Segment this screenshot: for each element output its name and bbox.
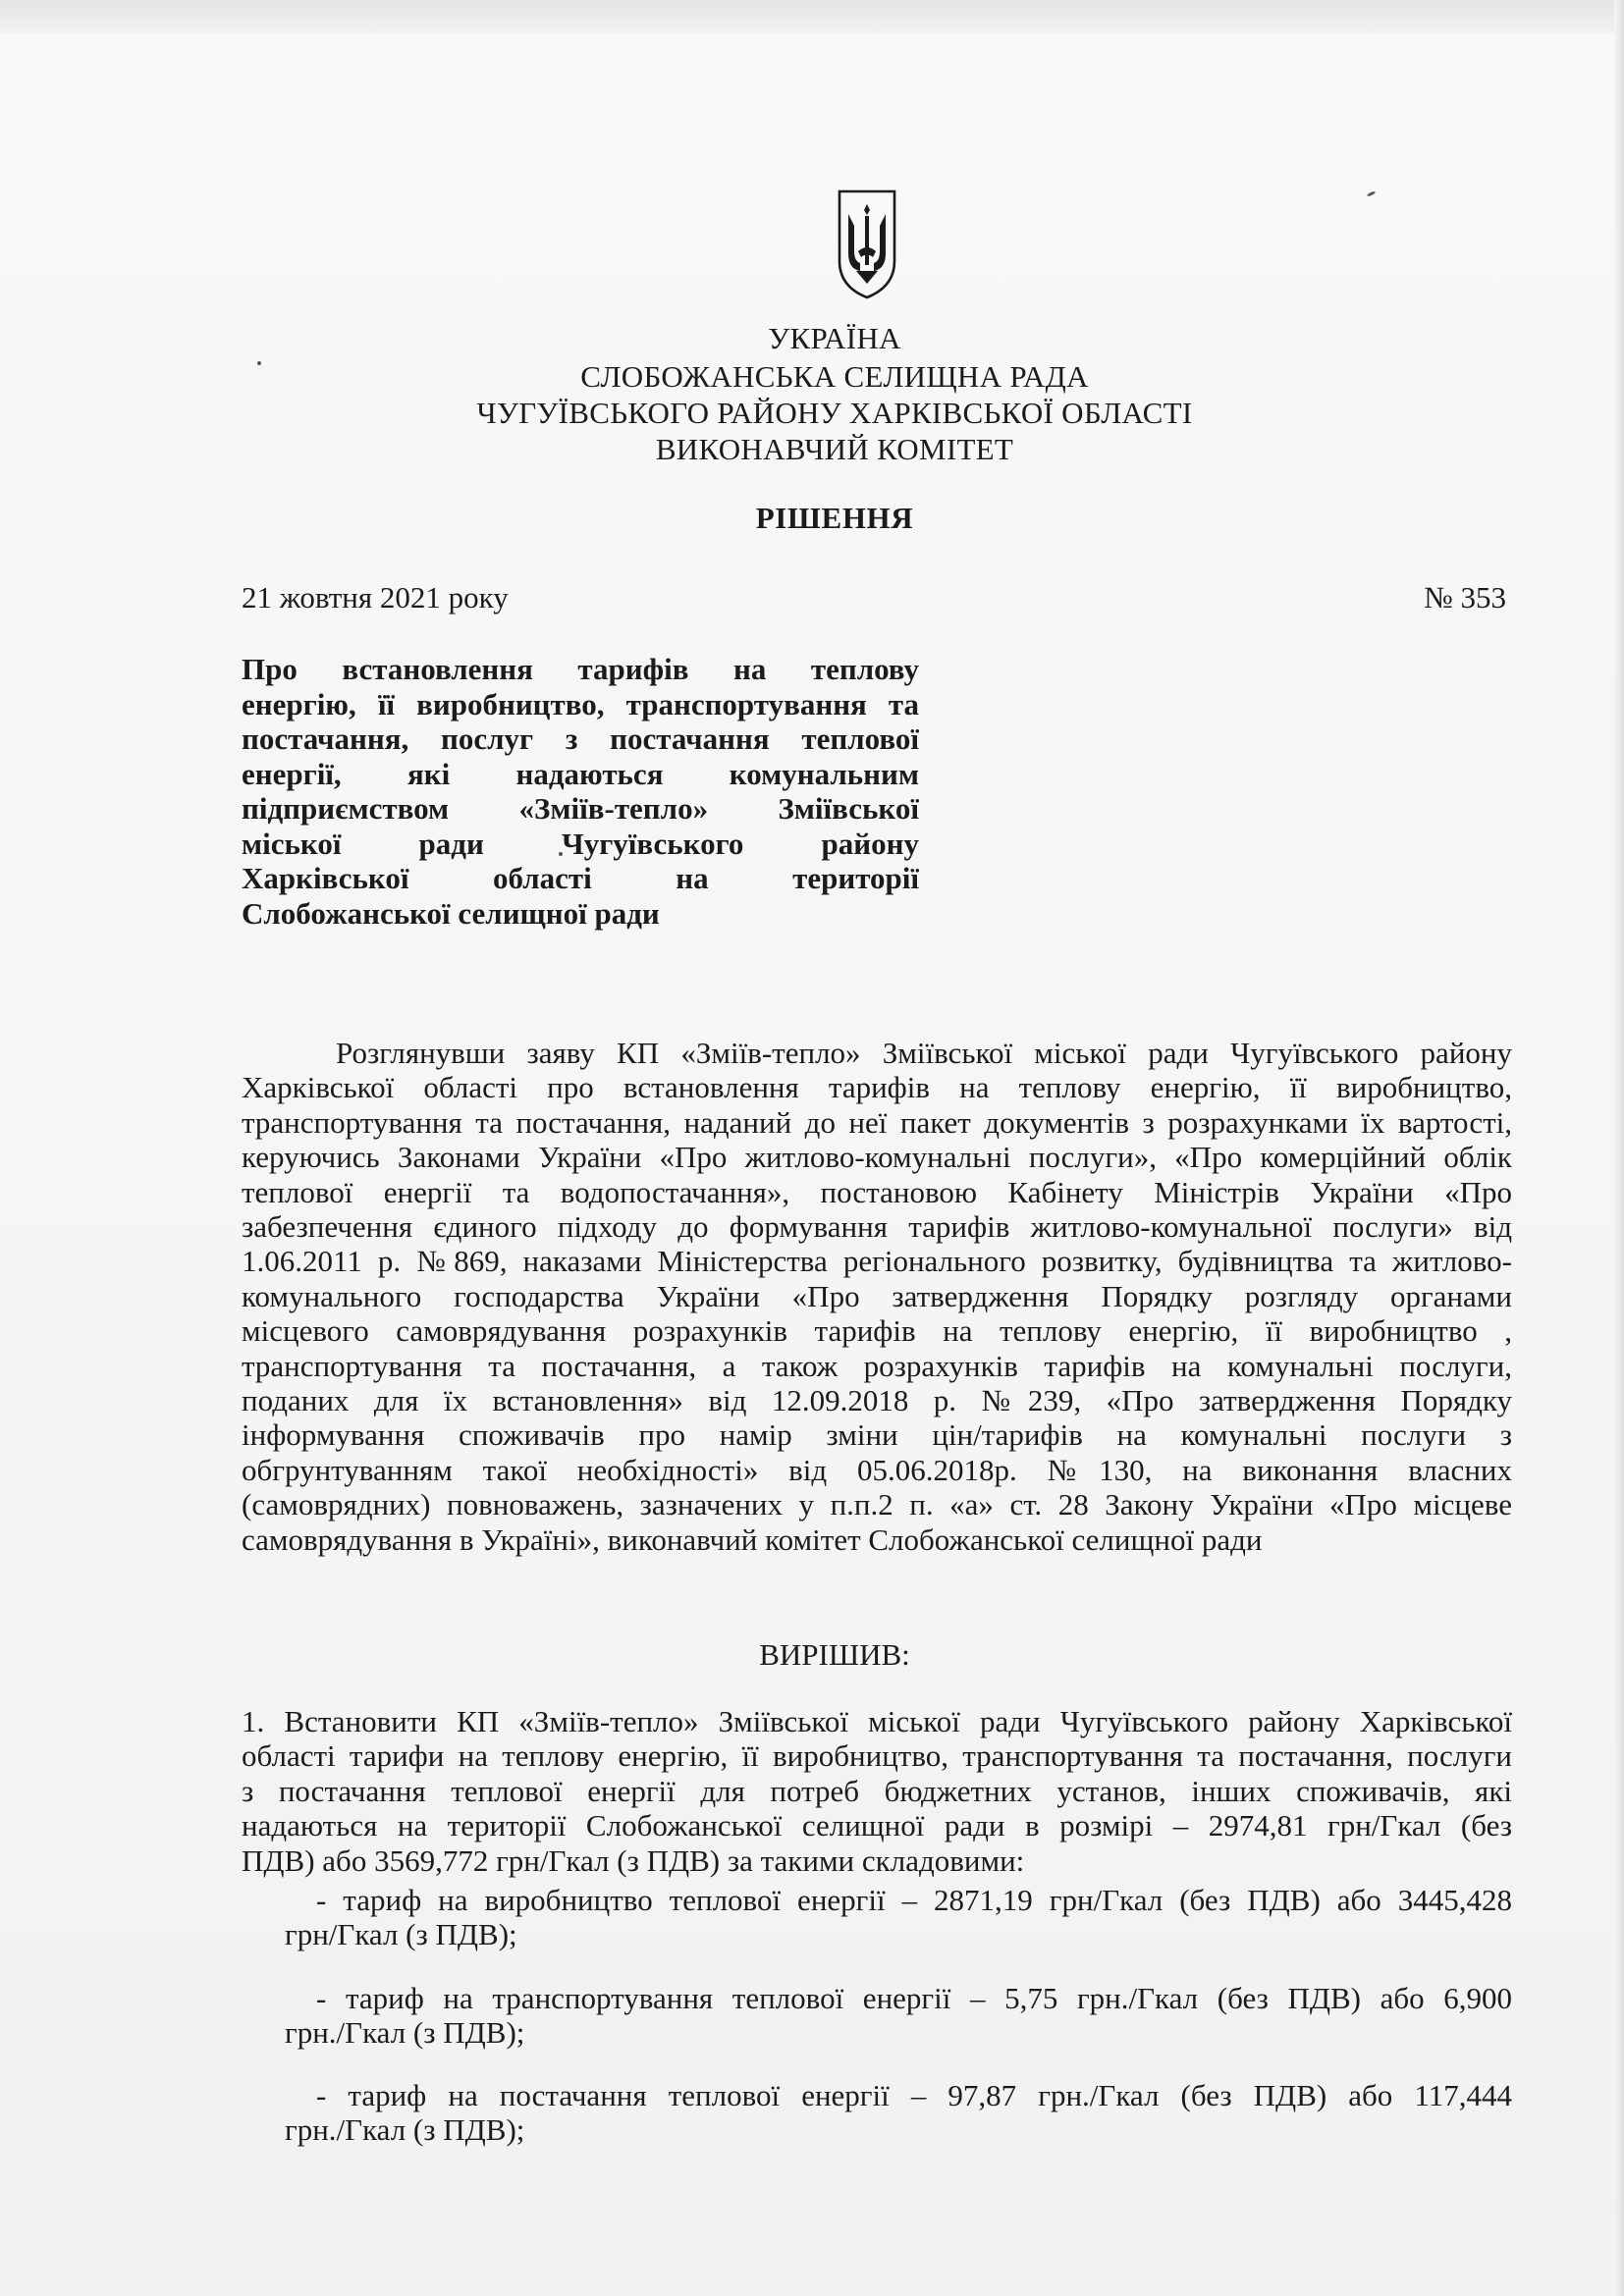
tariff-line: грн./Гкал (з ПДВ); (285, 2015, 525, 2051)
item-line: з постачання теплової енергії для потреб бюджетних установ, інших споживачів, які (242, 1773, 1512, 1808)
subject-line: Харківської області на території (242, 861, 919, 895)
preamble-line: обгрунтуванням такої необхідності» від 05.06.2018р. №130, на виконання власних (242, 1452, 1512, 1487)
tariff-supply-item (285, 2078, 1512, 2148)
header-council: СЛОБОЖАНСЬКА СЕЛИЩНА РАДА (580, 359, 1089, 394)
scan-speck (257, 361, 261, 365)
preamble-line: теплової енергії та водопостачання», постановою Кабінету Міністрів України «Про (242, 1174, 1512, 1209)
preamble-line: керуючись Законами України «Про житлово-комунальні послуги», «Про комерційний облік (242, 1140, 1512, 1175)
subject-line: Про встановлення тарифів на теплову (242, 652, 919, 686)
item-line: області тарифи на теплову енергію, її виробництво, транспортування та постачання, послуги (242, 1738, 1512, 1774)
preamble-line: Розглянувши заяву КП «Зміїв-тепло» Зміївської міської ради Чугуївського району (336, 1036, 1512, 1070)
preamble-line: 1.06.2011 р. №869, наказами Міністерства регіонального розвитку, будівництва та житлово- (242, 1244, 1512, 1279)
scan-speck (1367, 190, 1376, 197)
item-line: надаються на території Слобожанської селищної ради в розмірі – 2974,81 грн/Гкал (без (242, 1808, 1512, 1843)
tariff-line: грн./Гкал (з ПДВ); (285, 2112, 525, 2148)
tariff-line: - тариф на постачання теплової енергії – 97,87 грн./Гкал (без ПДВ) або 117,444 (316, 2078, 1512, 2112)
document-number: № 353 (1424, 580, 1506, 614)
preamble-line: самоврядування в Україні», виконавчий комітет Слобожанської селищної ради (242, 1522, 1263, 1557)
preamble-line: місцевого самоврядування розрахунків тарифів на теплову енергію, її виробництво , (242, 1313, 1512, 1349)
coat-of-arms-trident-icon (837, 188, 897, 300)
preamble-line: поданих для їх встановлення» від 12.09.2018 р. №239, «Про затвердження Порядку (242, 1383, 1512, 1418)
page-fold-right (1614, 0, 1624, 2296)
resolved-heading: ВИРІШИВ: (759, 1637, 910, 1672)
subject-line: енергії, які надаються комунальним (242, 756, 919, 791)
tariff-line: - тариф на виробництво теплової енергії – 2871,19 грн/Гкал (без ПДВ) або 3445,428 (316, 1883, 1512, 1917)
item-line: ПДВ) або 3569,772 грн/Гкал (з ПДВ) за такими складовими: (242, 1842, 1025, 1878)
resolution-item-1 (242, 1704, 1512, 1878)
page-fold-top (0, 0, 1624, 33)
preamble-line: забезпечення єдиного підходу до формування тарифів житлово-комунальної послуги» від (242, 1209, 1512, 1245)
decision-subject (242, 652, 919, 931)
subject-line: постачання, послуг з постачання теплової (242, 721, 919, 756)
document-date: 21 жовтня 2021 року (242, 580, 509, 614)
subject-line: міської ради Чугуївського району (242, 826, 919, 861)
header-district: ЧУГУЇВСЬКОГО РАЙОНУ ХАРКІВСЬКОЇ ОБЛАСТІ (476, 396, 1193, 430)
tariff-line: - тариф на транспортування теплової енергії – 5,75 грн./Гкал (без ПДВ) або 6,900 (316, 1981, 1512, 2015)
preamble-paragraph (242, 1036, 1512, 1557)
tariff-line: грн/Гкал (з ПДВ); (285, 1917, 517, 1952)
document-type-title: РІШЕННЯ (755, 501, 914, 535)
item-line: 1. Встановити КП «Зміїв-тепло» Зміївської міської ради Чугуївського району Харківської (242, 1704, 1512, 1738)
tariff-production-item (285, 1883, 1512, 1952)
preamble-line: транспортування та постачання, а також розрахунків тарифів на комунальні послуги, (242, 1348, 1512, 1383)
subject-line: Слобожанської селищної ради (242, 895, 660, 931)
preamble-line: Харківської області про встановлення тарифів на теплову енергію, її виробництво, (242, 1070, 1512, 1105)
header-committee: ВИКОНАВЧИЙ КОМІТЕТ (655, 432, 1014, 466)
preamble-line: (самоврядних) повноважень, зазначених у п.п.2 п. «а» ст. 28 Закону України «Про місцеве (242, 1487, 1512, 1522)
preamble-line: інформування споживачів про намір зміни цін/тарифів на комунальні послуги з (242, 1417, 1512, 1453)
subject-line: енергію, її виробництво, транспортування та (242, 686, 919, 721)
preamble-line: транспортування та постачання, наданий до неї пакет документів з розрахунками їх вартості, (242, 1104, 1512, 1140)
preamble-line: комунального господарства України «Про затвердження Порядку розгляду органами (242, 1278, 1512, 1313)
header-country: УКРАЇНА (768, 321, 901, 355)
subject-line: підприємством «Зміїв-тепло» Зміївської (242, 791, 919, 826)
tariff-transport-item (285, 1981, 1512, 2051)
